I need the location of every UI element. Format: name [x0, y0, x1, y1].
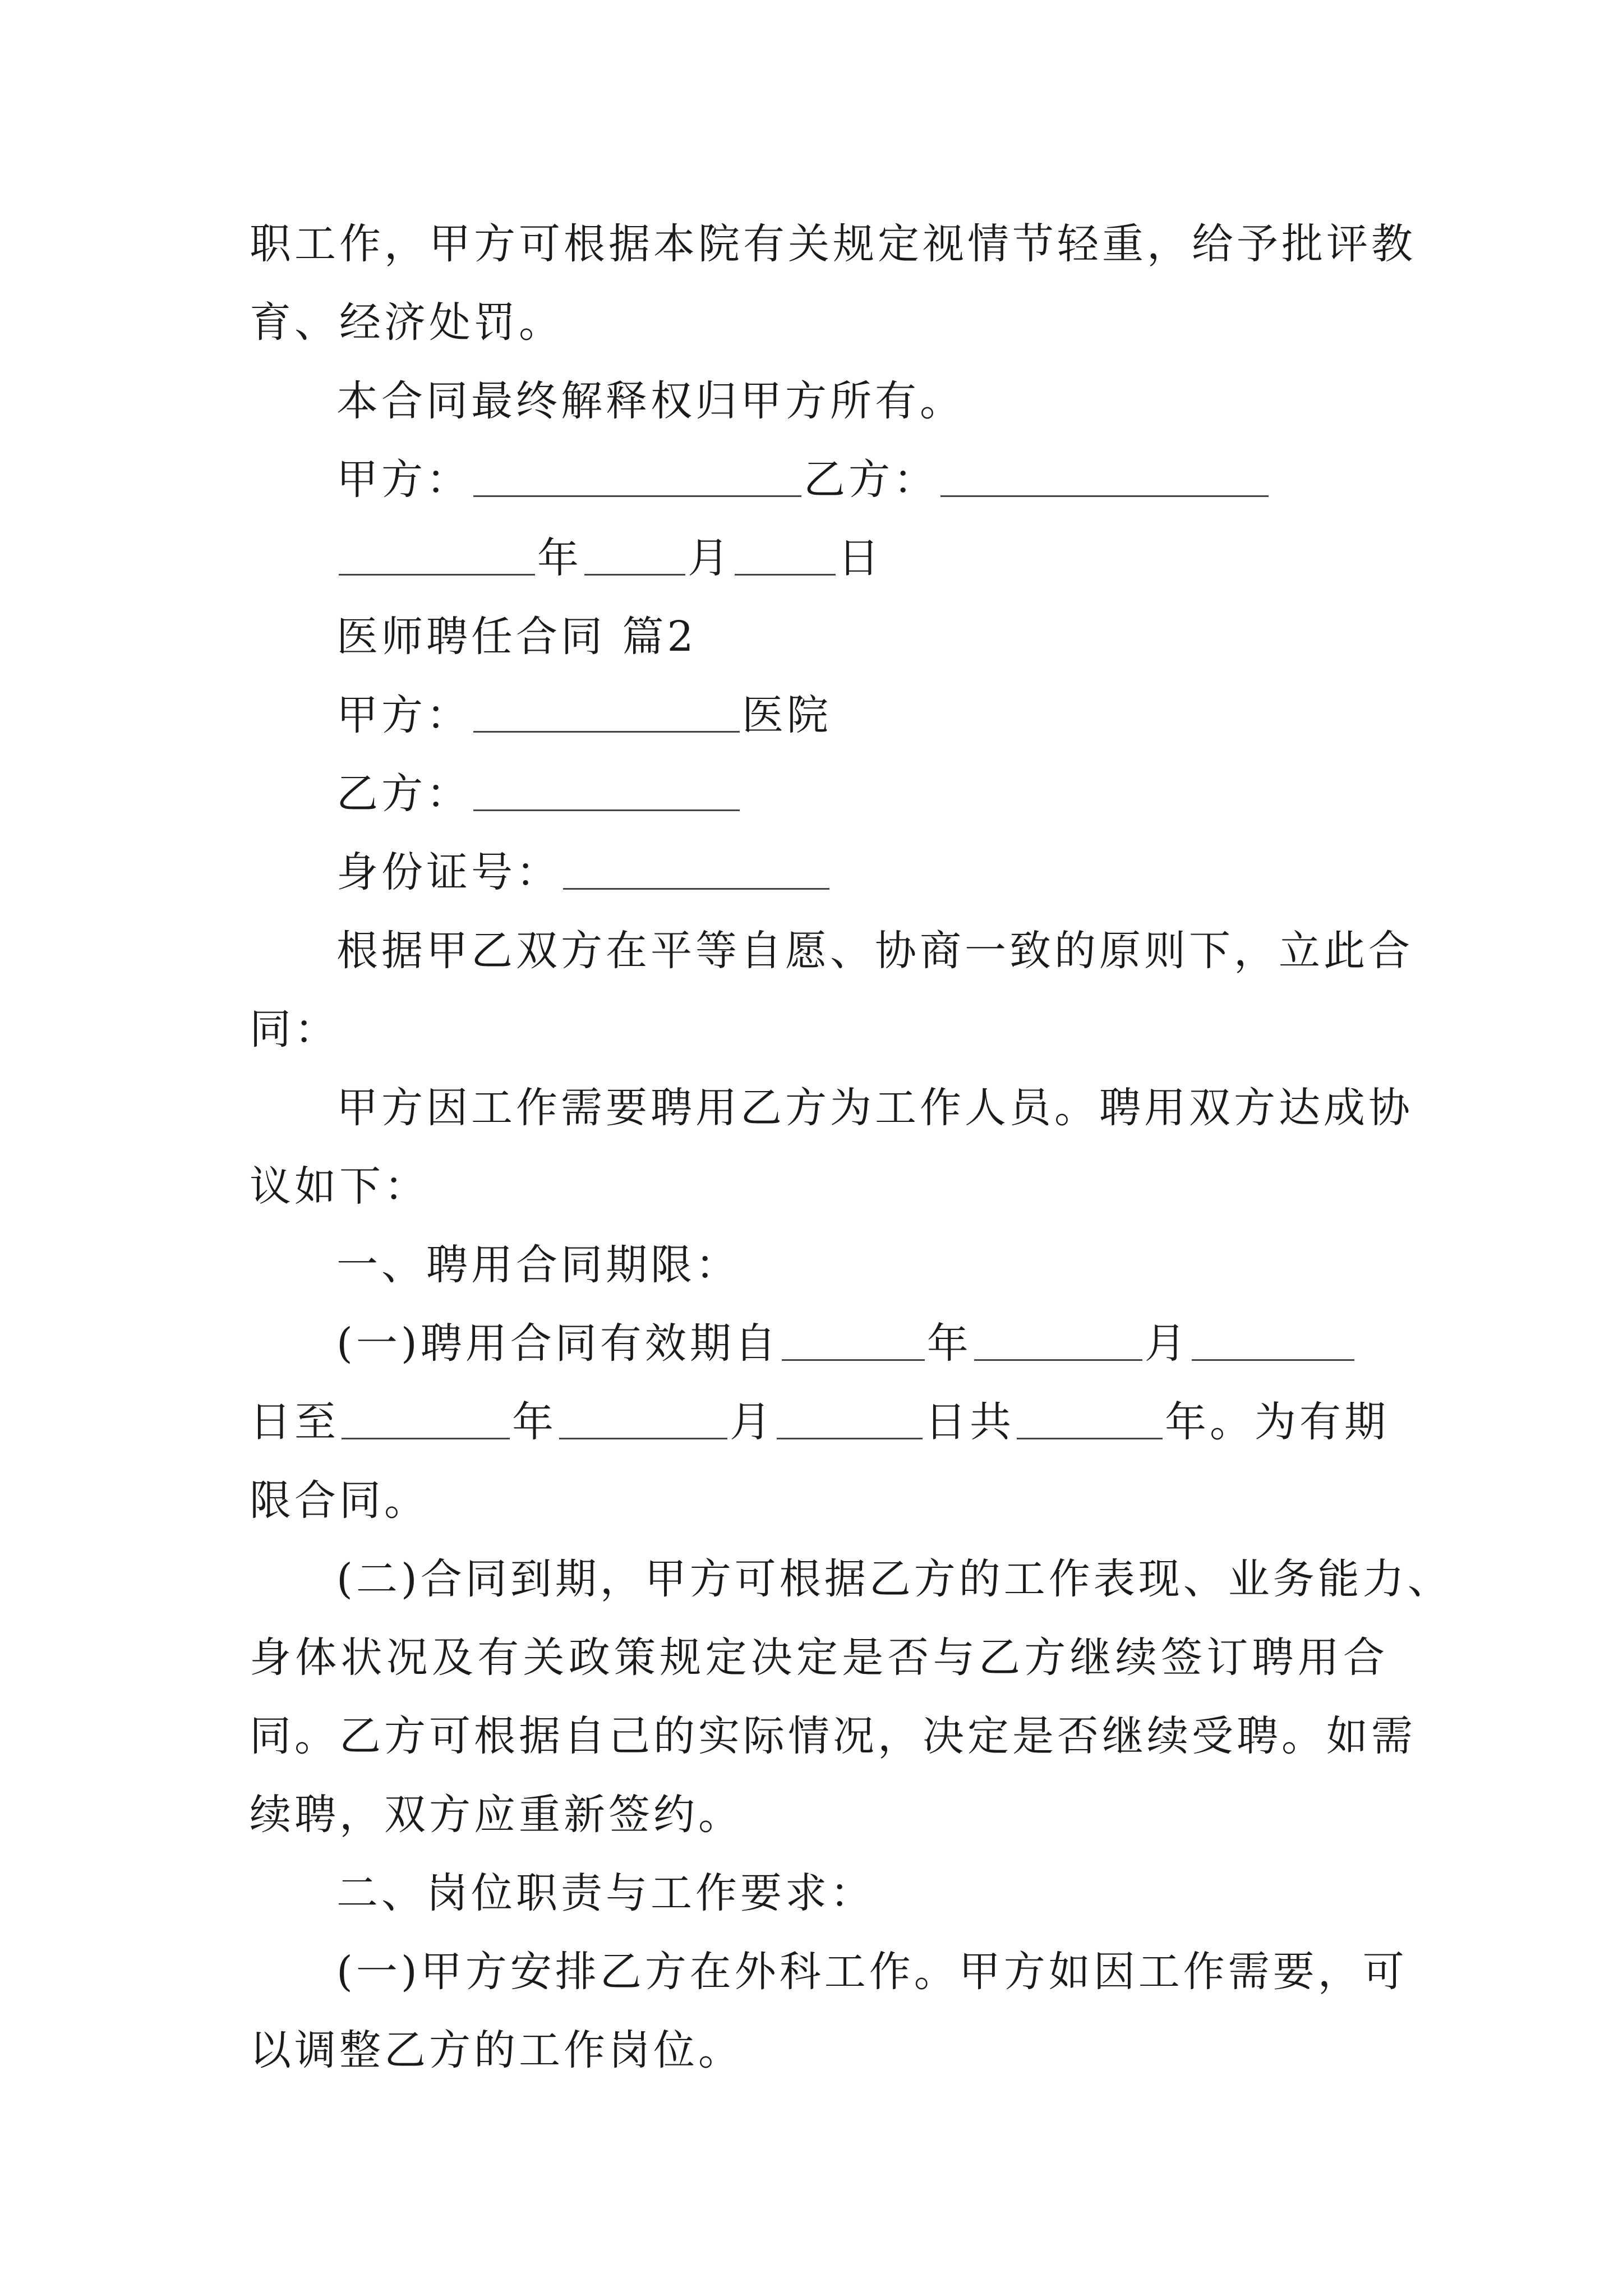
term-start-year-blank[interactable]	[782, 1320, 925, 1361]
term-heading: 一、聘用合同期限：	[336, 1241, 740, 1289]
paragraph-line: (二)合同到期，甲方可根据乙方的工作表现、业务能力、	[336, 1555, 1453, 1603]
duty-heading: 二、岗位职责与工作要求：	[336, 1869, 875, 1917]
paragraph-line: 同。乙方可根据自己的实际情况，决定是否继续受聘。如需	[250, 1712, 1416, 1760]
signature-date-row	[336, 519, 1388, 597]
paragraph-line: 议如下：	[250, 1162, 429, 1211]
date-month-blank[interactable]	[584, 535, 685, 576]
section-title: 医师聘任合同 篇2	[336, 613, 697, 661]
party-a-row	[336, 676, 1388, 754]
term-start-month-label: 月	[1144, 1319, 1189, 1368]
paragraph-line: 续聘，双方应重新签约。	[250, 1791, 743, 1839]
paragraph-line: 同：	[250, 1005, 339, 1053]
term-start-month-blank[interactable]	[974, 1320, 1142, 1361]
paragraph-line: 身体状况及有关政策规定决定是否与乙方继续签订聘用合	[250, 1634, 1388, 1682]
party-a-suffix: 医院	[742, 691, 832, 739]
term-end-month-label: 月	[730, 1398, 774, 1446]
term-one-row-continued	[250, 1383, 1388, 1461]
paragraph-line: (一)甲方安排乙方在外科工作。甲方如因工作需要，可	[336, 1948, 1408, 1996]
term-start-year-label: 年	[926, 1319, 972, 1368]
date-year-blank[interactable]	[339, 535, 535, 576]
term-one-prefix: (一)聘用合同有效期自	[336, 1319, 780, 1368]
term-start-day-blank[interactable]	[1192, 1320, 1354, 1361]
paragraph-line: 育、经济处罚。	[250, 298, 564, 347]
signature-row	[336, 440, 1388, 519]
signature-party-b-blank[interactable]	[940, 456, 1269, 497]
party-b-label: 乙方：	[336, 770, 471, 818]
party-b-blank[interactable]	[473, 770, 740, 811]
term-end-month-blank[interactable]	[559, 1398, 727, 1439]
date-month-label: 月	[688, 534, 732, 582]
term-start-day-label: 日至	[250, 1398, 339, 1446]
id-number-row	[336, 833, 1388, 912]
paragraph-line: 职工作，甲方可根据本院有关规定视情节轻重，给予批评教	[250, 220, 1416, 268]
id-number-blank[interactable]	[563, 849, 829, 890]
party-a-blank[interactable]	[473, 692, 740, 733]
term-total-years-blank[interactable]	[1017, 1398, 1163, 1439]
paragraph-line: 根据甲乙双方在平等自愿、协商一致的原则下，立此合	[336, 927, 1413, 975]
term-end-day-blank[interactable]	[777, 1398, 923, 1439]
id-number-label: 身份证号：	[336, 848, 561, 896]
date-day-blank[interactable]	[735, 535, 836, 576]
date-day-label: 日	[838, 534, 883, 582]
party-b-row	[336, 754, 1388, 833]
paragraph-line: 以调整乙方的工作岗位。	[250, 2026, 743, 2074]
signature-party-a-label: 甲方：	[336, 455, 471, 504]
term-total-years-label: 年。为有期	[1165, 1398, 1389, 1446]
paragraph-line: 限合同。	[250, 1476, 429, 1525]
paragraph-line: 甲方因工作需要聘用乙方为工作人员。聘用双方达成协	[336, 1084, 1413, 1132]
term-end-year-blank[interactable]	[342, 1398, 510, 1439]
signature-party-b-label: 乙方：	[804, 455, 938, 504]
term-end-day-label: 日共	[925, 1398, 1015, 1446]
term-one-row	[336, 1304, 1388, 1383]
signature-party-a-blank[interactable]	[473, 456, 801, 497]
term-end-year-label: 年	[512, 1398, 557, 1446]
party-a-label: 甲方：	[336, 691, 471, 739]
final-interpretation-clause: 本合同最终解释权归甲方所有。	[336, 377, 965, 425]
date-year-label: 年	[537, 534, 582, 582]
